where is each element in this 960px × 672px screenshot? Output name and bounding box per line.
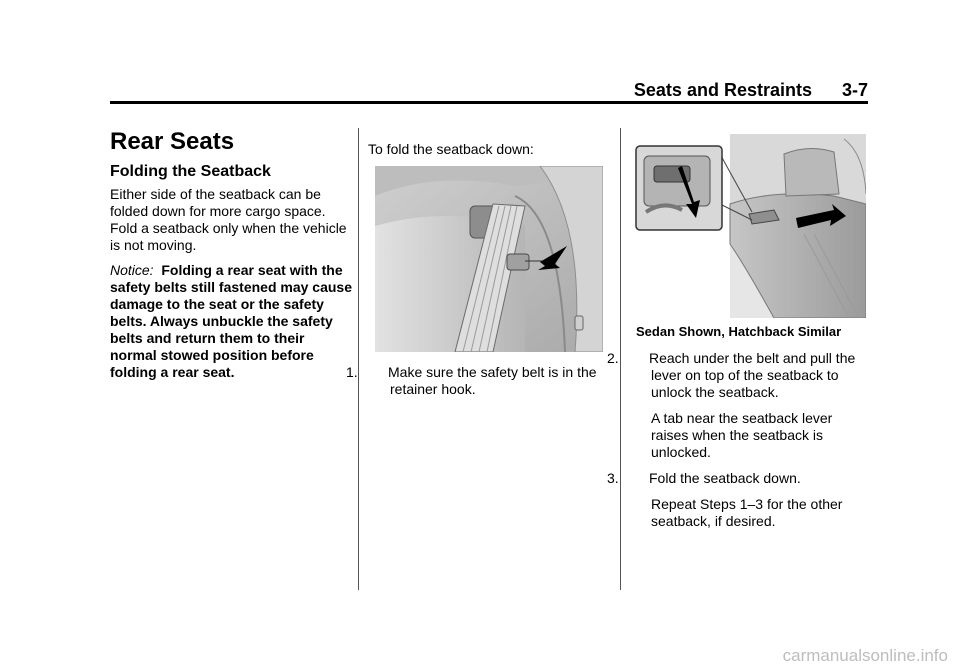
step-2: [607, 350, 869, 401]
step-1-number: 1.: [346, 364, 358, 380]
column-1-body: [110, 186, 352, 381]
step-3-note: Repeat Steps 1–3 for the other seatback, if desired.: [651, 496, 843, 529]
step-2-note: A tab near the seatback lever raises when the seatback is unlocked.: [651, 410, 833, 460]
header-rule: [110, 101, 868, 104]
page-header: [110, 80, 868, 100]
notice-label: Notice:: [110, 262, 154, 278]
procedure-intro: To fold the seatback down:: [368, 141, 534, 157]
figure-seatback-lever: [634, 134, 866, 318]
step-3-number: 3.: [607, 470, 619, 486]
column-divider-1: [358, 128, 359, 590]
steps-2-3: [607, 350, 869, 530]
section-heading: Rear Seats: [110, 128, 235, 155]
step-1-text: Make sure the safety belt is in the retainer hook.: [388, 364, 597, 397]
subsection-heading: Folding the Seatback: [110, 163, 271, 180]
intro-paragraph: Either side of the seatback can be folded down for more cargo space. Fold a seatback only when the vehicle is not moving.: [110, 186, 347, 253]
notice-paragraph: [110, 262, 352, 381]
figure-caption: Sedan Shown, Hatchback Similar: [636, 324, 842, 339]
section-title: Seats and Restraints: [633, 80, 812, 100]
step-2-text: Reach under the belt and pull the lever on top of the seatback to unlock the seatback.: [649, 350, 856, 400]
figure-safety-belt-retainer: [375, 166, 603, 352]
watermark: carmanualsonline.info: [782, 646, 948, 665]
page-number: 3-7: [841, 80, 868, 100]
step-1: [346, 364, 608, 398]
column-divider-2: [620, 128, 621, 590]
step-3-text: Fold the seatback down.: [649, 470, 801, 486]
step-2-number: 2.: [607, 350, 619, 366]
step-3: [607, 470, 869, 487]
belt-retainer-illustration: [375, 166, 603, 352]
seatback-lever-illustration: [634, 134, 866, 318]
notice-text: Folding a rear seat with the safety belts still fastened may cause damage to the seat or the safety belts. Always unbuckle the safety belts and return them to their normal stowed position before folding a rear seat.: [110, 262, 352, 380]
